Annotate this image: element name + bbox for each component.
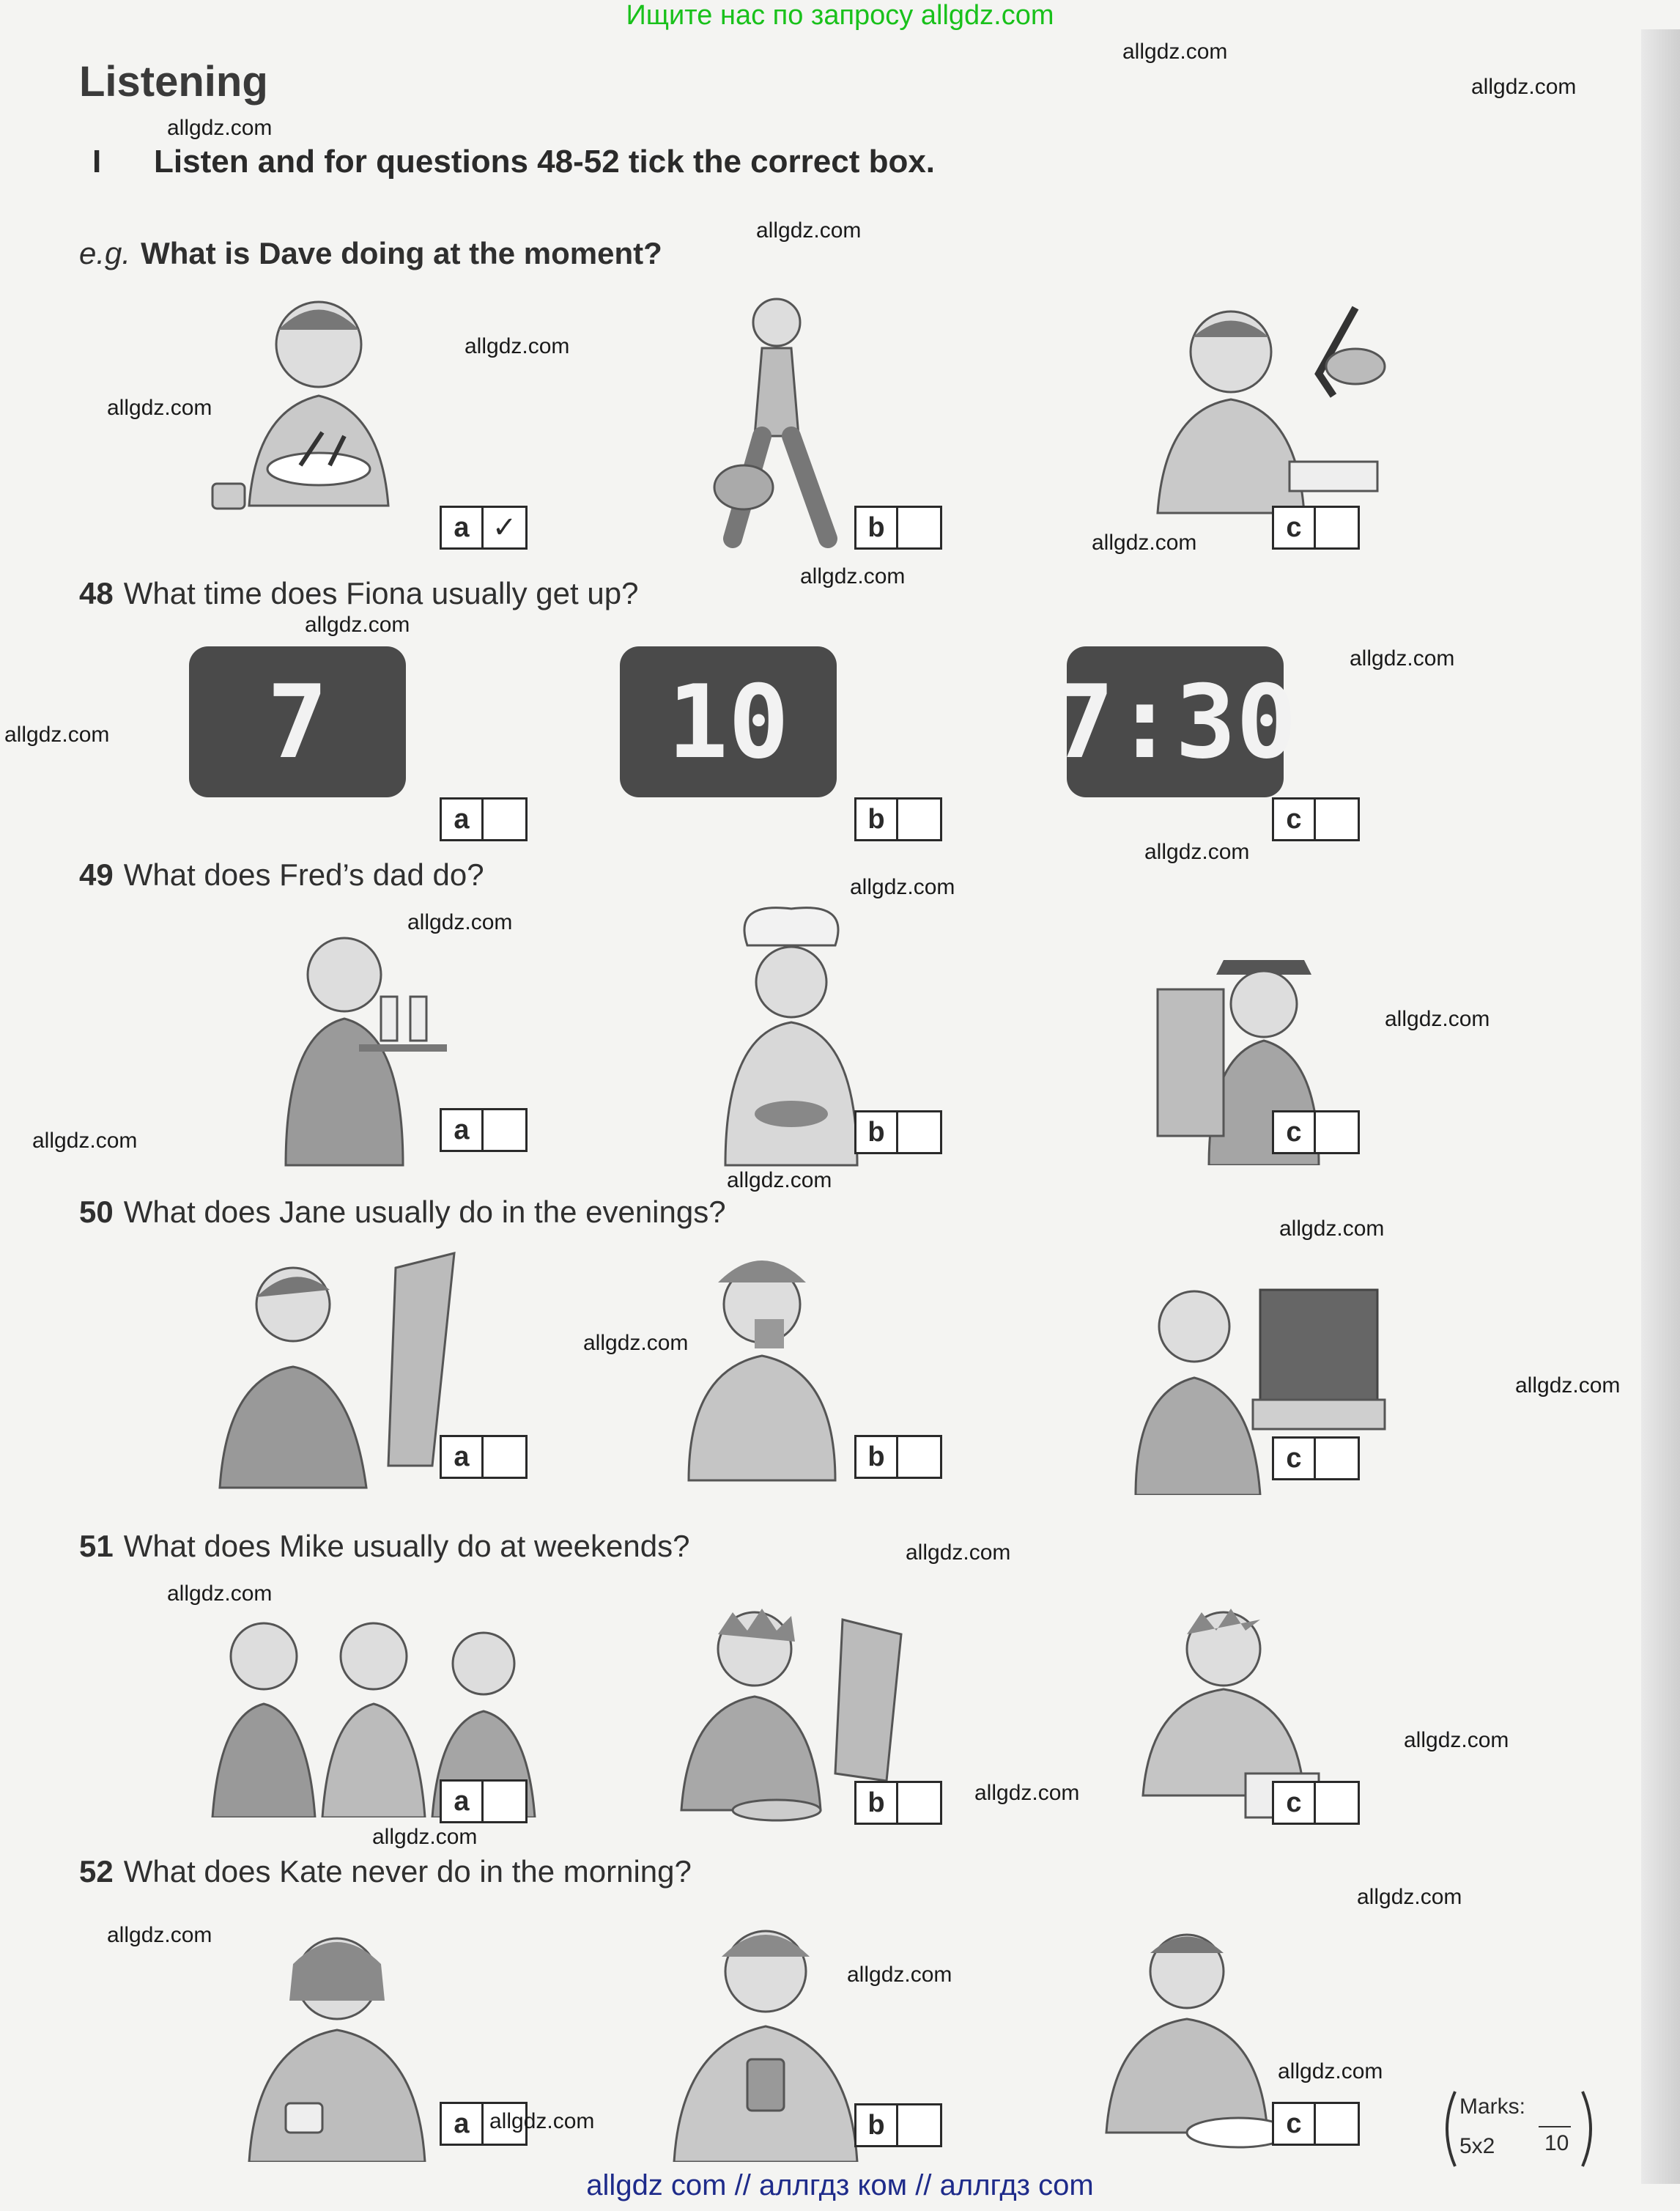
answer-box-49-c[interactable]: c — [1272, 1110, 1360, 1154]
answer-box-48-b[interactable]: b — [854, 797, 942, 841]
question-number: 51 — [79, 1529, 114, 1563]
question-text: What does Fred’s dad do? — [123, 857, 484, 892]
question-number: 49 — [79, 857, 114, 892]
answer-box-49-b[interactable]: b — [854, 1110, 942, 1154]
watermark: allgdz.com — [583, 1331, 689, 1355]
question-number: 48 — [79, 576, 114, 610]
answer-box-50-c[interactable]: c — [1272, 1436, 1360, 1480]
top-search-banner[interactable]: Ищите нас по запросу allgdz.com — [626, 0, 1054, 31]
instruction-text: Listen and for questions 48-52 tick the correct box. — [154, 144, 936, 180]
watermark: allgdz.com — [906, 1540, 1011, 1565]
question-50 — [79, 1195, 726, 1230]
marks-score — [1442, 2089, 1596, 2169]
question-number: 52 — [79, 1854, 114, 1889]
watermark: allgdz.com — [489, 2109, 595, 2133]
watermark: allgdz.com — [167, 116, 273, 140]
watermark: allgdz.com — [756, 218, 862, 243]
watermark: allgdz.com — [32, 1129, 138, 1153]
question-example — [79, 236, 662, 271]
watermark: allgdz.com — [465, 334, 570, 358]
section-heading: Listening — [79, 58, 268, 106]
tick-mark: ✓ — [492, 512, 517, 544]
watermark: allgdz.com — [1279, 1217, 1385, 1241]
boy-walking-illustration — [681, 289, 872, 553]
question-text: What does Jane usually do in the evenings? — [123, 1195, 726, 1229]
answer-box-50-a[interactable]: a — [440, 1435, 528, 1479]
watermark: allgdz.com — [167, 1581, 273, 1606]
question-text: What is Dave doing at the moment? — [141, 236, 662, 270]
watermark: allgdz.com — [1278, 2059, 1383, 2083]
marks-label: Marks: — [1459, 2094, 1525, 2119]
watermark: allgdz.com — [1350, 646, 1455, 671]
watermark: allgdz.com — [847, 1963, 952, 1987]
answer-box-eg-b[interactable]: b — [854, 506, 942, 550]
clock-display-b: 10 — [620, 646, 837, 797]
watermark: allgdz.com — [800, 564, 906, 588]
marks-formula: 5x2 — [1459, 2134, 1495, 2158]
watermark: allgdz.com — [1357, 1885, 1462, 1909]
watermark: allgdz.com — [407, 910, 513, 934]
answer-box-48-a[interactable]: a — [440, 797, 528, 841]
answer-box-51-b[interactable]: b — [854, 1781, 942, 1825]
clock-display-a: 7 — [189, 646, 406, 797]
watermark: allgdz.com — [107, 396, 212, 420]
watermark: allgdz.com — [1144, 840, 1250, 864]
bottom-site-banner[interactable]: allgdz com // аллгдз ком // аллгдз com — [586, 2169, 1094, 2201]
watermark: allgdz.com — [1404, 1728, 1509, 1752]
boy-eating-illustration — [198, 286, 440, 520]
girl-drinking-tea-illustration — [652, 1905, 879, 2162]
clock-display-c: 7:30 — [1067, 646, 1284, 797]
girl-drinking-illustration — [667, 1246, 865, 1488]
watermark: allgdz.com — [1122, 40, 1228, 64]
watermark: allgdz.com — [372, 1825, 478, 1849]
waiter-illustration — [256, 923, 469, 1173]
watermark: allgdz.com — [1471, 75, 1577, 99]
answer-box-51-c[interactable]: c — [1272, 1781, 1360, 1825]
answer-box-49-a[interactable]: a — [440, 1108, 528, 1152]
answer-box-52-c[interactable]: c — [1272, 2102, 1360, 2146]
instruction-number: I — [92, 144, 102, 180]
chef-illustration — [703, 901, 879, 1173]
answer-box-52-b[interactable]: b — [854, 2103, 942, 2147]
girl-with-coffee-cup-illustration — [234, 1920, 454, 2162]
watermark: allgdz.com — [1515, 1373, 1621, 1398]
watermark: allgdz.com — [1092, 531, 1197, 555]
question-number: 50 — [79, 1195, 114, 1229]
question-48 — [79, 576, 638, 611]
answer-box-eg-c[interactable]: c — [1272, 506, 1360, 550]
boy-writing-at-desk-illustration — [1114, 293, 1407, 528]
watermark: allgdz.com — [4, 723, 110, 747]
question-text: What time does Fiona usually get up? — [123, 576, 639, 610]
question-51 — [79, 1529, 689, 1564]
question-text: What does Mike usually do at weekends? — [123, 1529, 690, 1563]
girl-at-computer-illustration — [212, 1246, 476, 1495]
page-edge-shadow — [1641, 29, 1680, 2184]
watermark: allgdz.com — [107, 1923, 212, 1947]
answer-box-50-b[interactable]: b — [854, 1435, 942, 1479]
answer-box-48-c[interactable]: c — [1272, 797, 1360, 841]
question-text: What does Kate never do in the morning? — [123, 1854, 692, 1889]
question-52 — [79, 1854, 692, 1889]
answer-box-51-a[interactable]: a — [440, 1779, 528, 1823]
watermark: allgdz.com — [305, 613, 410, 637]
watermark: allgdz.com — [1385, 1007, 1490, 1031]
question-number: e.g. — [79, 236, 131, 270]
question-49 — [79, 857, 484, 893]
watermark: allgdz.com — [727, 1168, 832, 1192]
watermark: allgdz.com — [974, 1781, 1080, 1805]
marks-total: 10 — [1544, 2131, 1569, 2155]
answer-box-52-a[interactable]: a — [440, 2102, 528, 2146]
answer-box-eg-a[interactable]: a ✓ — [440, 506, 528, 550]
watermark: allgdz.com — [850, 875, 955, 899]
